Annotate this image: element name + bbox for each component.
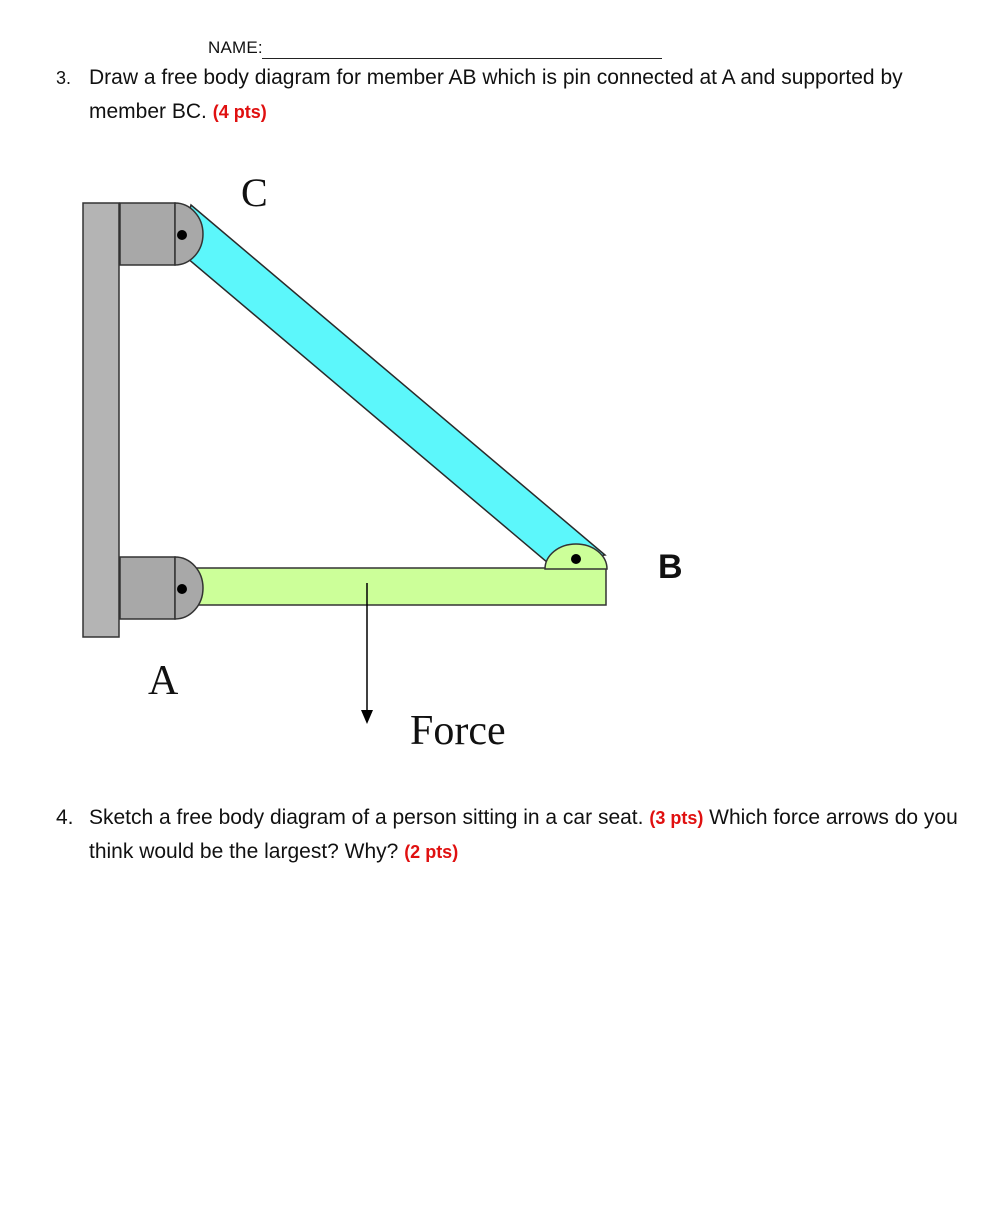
pin-support-a: [120, 557, 203, 619]
label-c: C: [241, 170, 268, 215]
label-b: B: [658, 548, 683, 586]
question-4-points-1: (3 pts): [649, 808, 704, 828]
question-4: [56, 801, 976, 869]
question-4-text-before: Sketch a free body diagram of a person sitting in a car seat.: [89, 806, 644, 829]
member-bc: [180, 205, 605, 563]
truss-diagram: [0, 160, 1008, 780]
name-blank-line[interactable]: [262, 58, 662, 59]
wall: [83, 203, 119, 637]
member-ab: [184, 568, 606, 605]
pin-support-c: [120, 203, 203, 265]
name-label: NAME:: [208, 38, 263, 57]
question-3: [56, 61, 976, 129]
question-3-points: (4 pts): [212, 102, 267, 122]
question-3-number: 3.: [56, 68, 72, 88]
question-3-text: Draw a free body diagram for member AB which is pin connected at A and supported by member BC.: [89, 66, 903, 123]
question-4-number: 4.: [56, 806, 74, 829]
question-4-text-after: Which force arrows do you think would be the largest? Why?: [89, 806, 958, 863]
question-4-points-2: (2 pts): [404, 842, 459, 862]
label-force: Force: [410, 708, 506, 754]
label-a: A: [148, 658, 179, 704]
